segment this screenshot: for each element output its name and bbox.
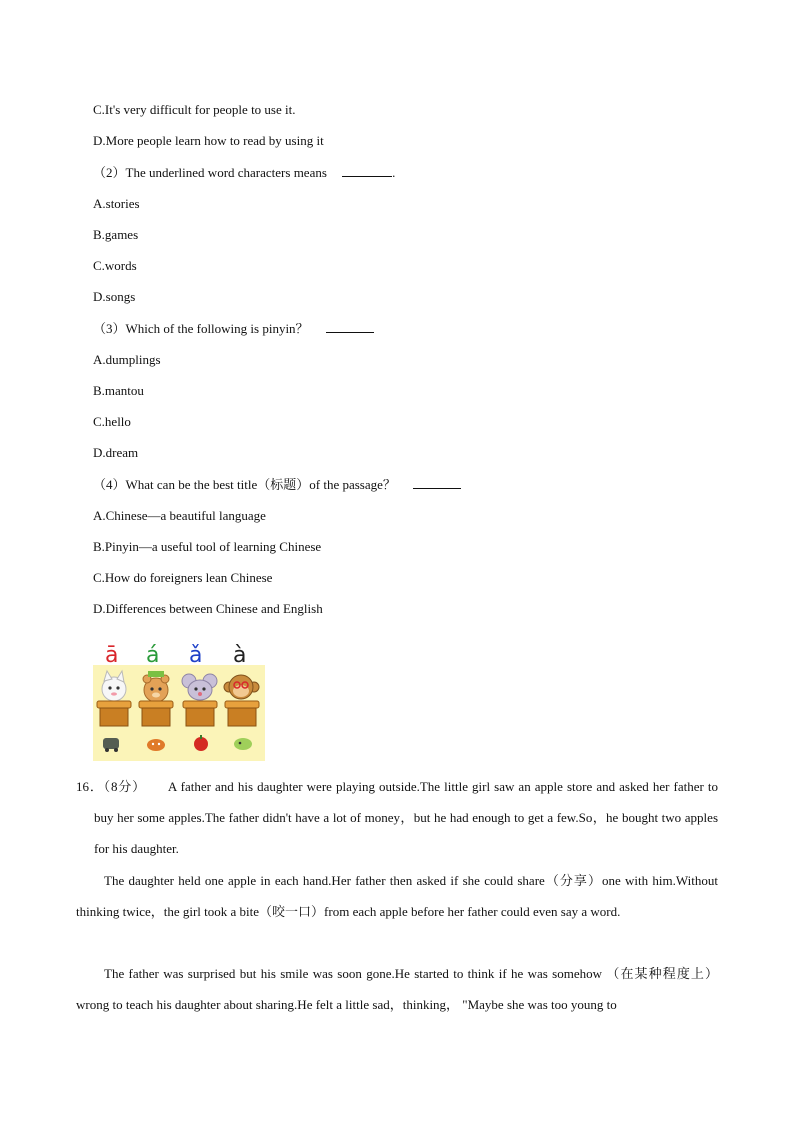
q2-stem-text: （2）The underlined word characters means <box>93 165 327 180</box>
answer-blank <box>342 164 392 177</box>
q16-p3-text: The father was surprised but his smile was soon gone.He started to think if he was somehow （在某种程度上）wrong to teach his daughter about sharing.He felt a little sad，thinking， "Maybe she was too young to <box>76 966 718 1012</box>
q3-option-b: B.mantou <box>93 383 144 398</box>
q1-option-c: C.It's very difficult for people to use it. <box>93 102 296 117</box>
answer-blank <box>326 320 374 333</box>
q16-number: 16．（8分） <box>76 779 146 794</box>
answer-blank <box>413 476 461 489</box>
q2-stem <box>93 164 395 182</box>
q4-option-b: B.Pinyin—a useful tool of learning Chinese <box>93 539 322 554</box>
q16-paragraph-1 <box>76 771 718 864</box>
q16-paragraph-3 <box>76 958 718 1020</box>
q16-p2-text: The daughter held one apple in each hand.Her father then asked if she could share（分享）one with him.Without thinking twice，the girl took a bite（咬一口）from each apple before her father could even say a word. <box>76 873 718 919</box>
q3-option-d: D.dream <box>93 445 139 460</box>
q3-stem-text: （3）Which of the following is pinyin？ <box>93 321 309 336</box>
q4-stem-text: （4）What can be the best title（标题）of the passage？ <box>93 477 396 492</box>
q3-option-c: C.hello <box>93 414 131 429</box>
q1-option-d: D.More people learn how to read by using it <box>93 133 324 148</box>
tone-letter-4: à <box>233 643 247 668</box>
bear-figure <box>143 671 169 702</box>
q2-option-d: D.songs <box>93 289 136 304</box>
q2-stem-end: . <box>392 165 396 180</box>
q4-option-c: C.How do foreigners lean Chinese <box>93 570 273 585</box>
q4-option-a: A.Chinese—a beautiful language <box>93 508 266 523</box>
q2-option-c: C.words <box>93 258 137 273</box>
q16-paragraph-2 <box>76 865 718 927</box>
q4-option-d: D.Differences between Chinese and English <box>93 601 323 616</box>
tone-letter-1: ā <box>105 643 119 668</box>
pinyin-tones-illustration <box>93 637 265 761</box>
q2-option-b: B.games <box>93 227 139 242</box>
q3-option-a: A.dumplings <box>93 352 161 367</box>
tone-letter-2: á <box>146 643 160 668</box>
q3-stem <box>93 320 374 338</box>
q2-option-a: A.stories <box>93 196 140 211</box>
q16-p1-text: A father and his daughter were playing outside.The little girl saw an apple store and asked her father to buy her some apples.The father didn't have a lot of money，but he had enough to get a few.So，he bought two apples for his daughter. <box>94 779 718 856</box>
tone-letter-3: ǎ <box>189 643 203 668</box>
q4-stem <box>93 476 461 494</box>
